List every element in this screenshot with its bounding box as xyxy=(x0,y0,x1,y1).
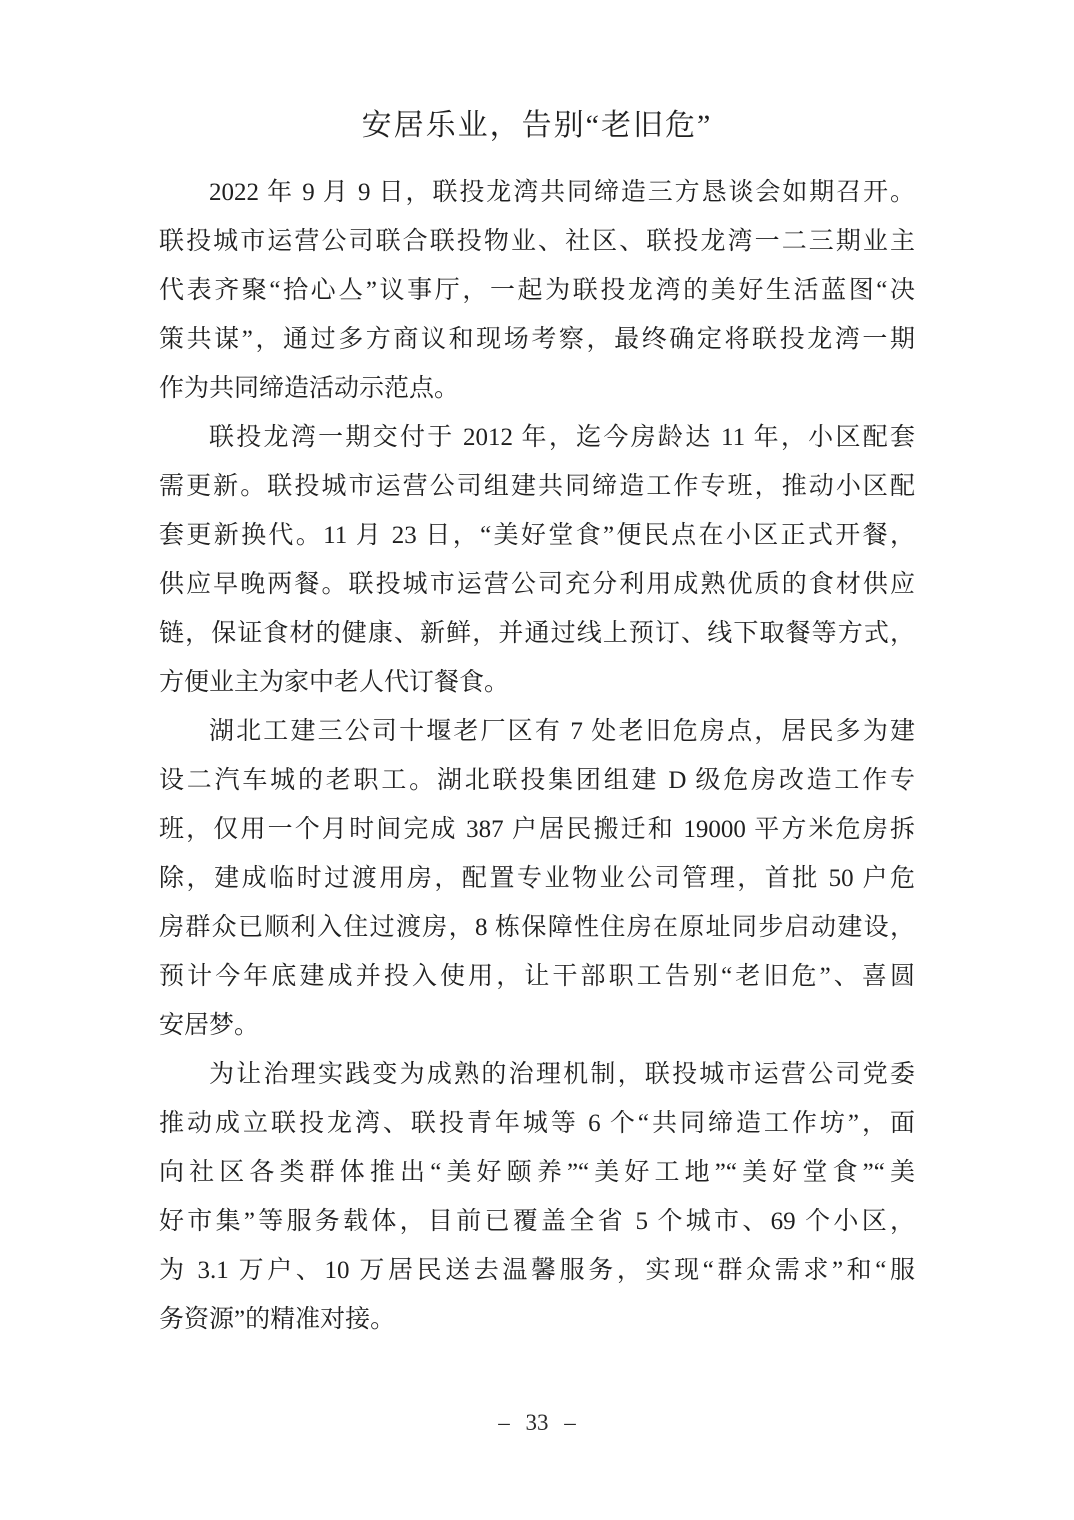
paragraph-line: 策共谋”，通过多方商议和现场考察，最终确定将联投龙湾一期 xyxy=(159,326,915,353)
text-column xyxy=(159,101,915,1344)
paragraph xyxy=(159,413,915,707)
paragraph-line: 向社区各类群体推出“美好颐养”“美好工地”“美好堂食”“美 xyxy=(159,1159,915,1186)
paragraph-line: 班，仅用一个月时间完成 387 户居民搬迁和 19000 平方米危房拆 xyxy=(159,816,915,843)
page-title: 安居乐业，告别“老旧危” xyxy=(361,109,713,142)
paragraph-line: 湖北工建三公司十堰老厂区有 7 处老旧危房点，居民多为建 xyxy=(209,718,915,745)
paragraph-line: 代表齐聚“拾心亼”议事厅，一起为联投龙湾的美好生活蓝图“决 xyxy=(159,277,915,304)
paragraph-line: 推动成立联投龙湾、联投青年城等 6 个“共同缔造工作坊”，面 xyxy=(159,1110,915,1137)
paragraph-line: 套更新换代。11 月 23 日，“美好堂食”便民点在小区正式开餐， xyxy=(159,522,915,549)
paragraph xyxy=(159,168,915,413)
paragraph xyxy=(159,707,915,1050)
paragraph-line: 方便业主为家中老人代订餐食。 xyxy=(159,669,510,696)
paragraph-line: 供应早晚两餐。联投城市运营公司充分利用成熟优质的食材供应 xyxy=(159,571,915,598)
document-body xyxy=(159,168,915,1344)
paragraph-line: 需更新。联投城市运营公司组建共同缔造工作专班，推动小区配 xyxy=(159,473,915,500)
paragraph-line: 联投城市运营公司联合联投物业、社区、联投龙湾一二三期业主 xyxy=(159,228,915,255)
paragraph-line: 好市集”等服务载体，目前已覆盖全省 5 个城市、69 个小区， xyxy=(159,1208,915,1235)
paragraph-line: 房群众已顺利入住过渡房，8 栋保障性住房在原址同步启动建设， xyxy=(159,914,915,941)
paragraph-line: 除，建成临时过渡用房，配置专业物业公司管理，首批 50 户危 xyxy=(159,865,915,892)
paragraph-line: 为让治理实践变为成熟的治理机制，联投城市运营公司党委 xyxy=(209,1061,915,1088)
paragraph-line: 2022 年 9 月 9 日，联投龙湾共同缔造三方恳谈会如期召开。 xyxy=(209,179,915,206)
paragraph-line: 为 3.1 万户、10 万居民送去温馨服务，实现“群众需求”和“服 xyxy=(159,1257,915,1284)
paragraph-line: 务资源”的精准对接。 xyxy=(159,1306,396,1333)
paragraph-line: 作为共同缔造活动示范点。 xyxy=(159,375,460,402)
paragraph-line: 安居梦。 xyxy=(159,1012,260,1039)
paragraph-line: 设二汽车城的老职工。湖北联投集团组建 D 级危房改造工作专 xyxy=(159,767,915,794)
paragraph-line: 链，保证食材的健康、新鲜，并通过线上预订、线下取餐等方式， xyxy=(159,620,915,647)
page-number: – 33 – xyxy=(498,1410,576,1435)
paragraph-line: 预计今年底建成并投入使用，让干部职工告别“老旧危”、喜圆 xyxy=(159,963,915,990)
paragraph xyxy=(159,1050,915,1344)
paragraph-line: 联投龙湾一期交付于 2012 年，迄今房龄达 11 年，小区配套 xyxy=(209,424,915,451)
